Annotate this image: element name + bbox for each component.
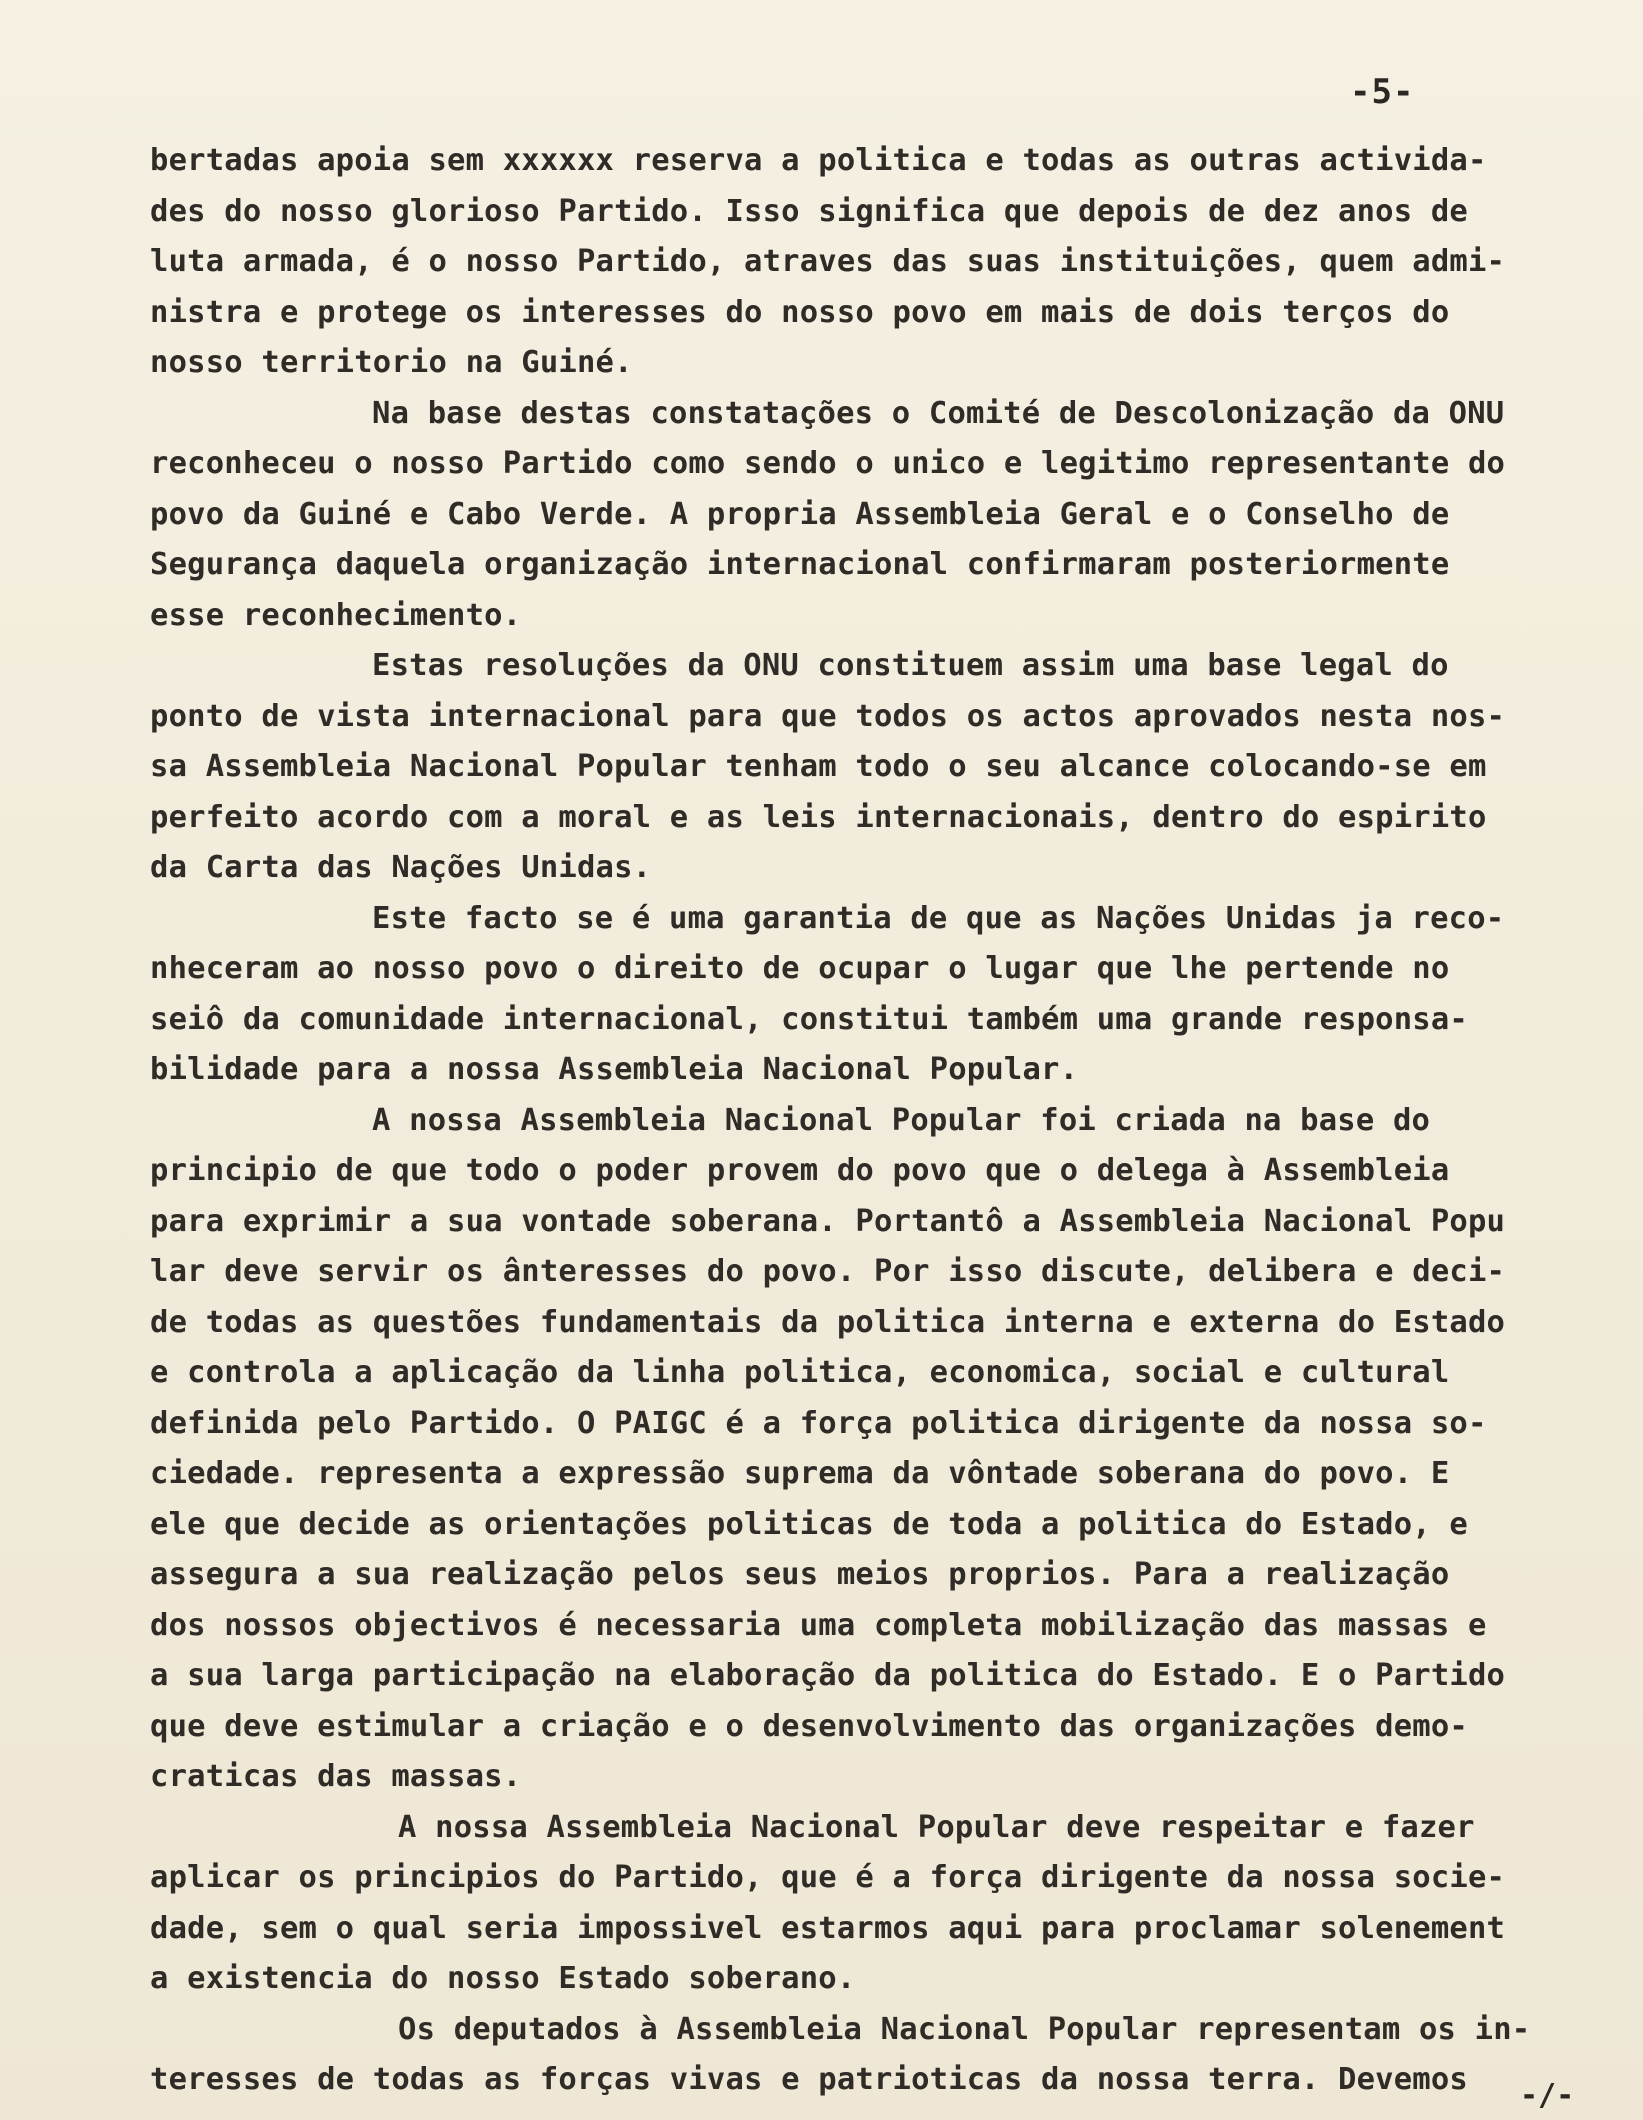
text-line: de todas as questões fundamentais da politica interna e externa do Estado xyxy=(150,1304,1506,1340)
text-line: Segurança daquela organização internacional confirmaram posteriormente xyxy=(150,547,1450,582)
text-line: da Carta das Nações Unidas. xyxy=(150,850,652,885)
text-line: a existencia do nosso Estado soberano. xyxy=(150,1961,856,1996)
text-line: povo da Guiné e Cabo Verde. A propria Assembleia Geral e o Conselho de xyxy=(150,496,1450,532)
paragraph-start-line: Este facto se é uma garantia de que as Nações Unidas ja reco- xyxy=(372,900,1505,936)
text-line: para exprimir a sua vontade soberana. Portantô a Assembleia Nacional Popu xyxy=(150,1203,1506,1239)
paragraph-start-line: Na base destas constatações o Comité de Descolonização da ONU xyxy=(372,395,1505,431)
text-line: luta armada, é o nosso Partido, atraves das suas instituições, quem admi- xyxy=(150,244,1506,279)
body-text xyxy=(150,136,1640,2106)
text-line: dos nossos objectivos é necessaria uma completa mobilização das massas e xyxy=(150,1607,1487,1643)
text-line: teresses de todas as forças vivas e patrioticas da nossa terra. Devemos xyxy=(150,2062,1468,2097)
text-line: a sua larga participação na elaboração da politica do Estado. E o Partido xyxy=(150,1658,1506,1693)
text-line: nistra e protege os interesses do nosso povo em mais de dois terços do xyxy=(150,294,1450,330)
text-line: esse reconhecimento. xyxy=(150,597,522,633)
text-line: sa Assembleia Nacional Popular tenham todo o seu alcance colocando-se em xyxy=(150,749,1487,784)
text-line: ponto de vista internacional para que todos os actos aprovados nesta nos- xyxy=(150,698,1506,734)
text-line: ele que decide as orientações politicas de toda a politica do Estado, e xyxy=(150,1506,1468,1542)
text-line: assegura a sua realização pelos seus meios proprios. Para a realização xyxy=(150,1557,1450,1592)
text-line: dade, sem o qual seria impossivel estarmos aqui para proclamar solenement xyxy=(150,1910,1506,1946)
text-line: principio de que todo o poder provem do povo que o delega à Assembleia xyxy=(150,1153,1450,1188)
paragraph-start-line: A nossa Assembleia Nacional Popular foi criada na base do xyxy=(372,1102,1431,1138)
text-line: perfeito acordo com a moral e as leis internacionais, dentro do espirito xyxy=(150,799,1487,835)
text-line: que deve estimular a criação e o desenvolvimento das organizações demo- xyxy=(150,1708,1468,1744)
text-line: reconheceu o nosso Partido como sendo o unico e legitimo representante do xyxy=(150,446,1506,481)
text-line: definida pelo Partido. O PAIGC é a força politica dirigente da nossa so- xyxy=(150,1405,1487,1441)
page-number: -5- xyxy=(1350,72,1415,112)
paragraph-start-line: A nossa Assembleia Nacional Popular deve respeitar e fazer xyxy=(398,1809,1475,1845)
text-line: seiô da comunidade internacional, constitui também uma grande responsa- xyxy=(150,1001,1468,1037)
text-line: craticas das massas. xyxy=(150,1759,522,1794)
text-line: bertadas apoia sem xxxxxx reserva a politica e todas as outras activida- xyxy=(150,143,1487,178)
text-line: bilidade para a nossa Assembleia Nacional Popular. xyxy=(150,1052,1079,1087)
text-line: aplicar os principios do Partido, que é a força dirigente da nossa socie- xyxy=(150,1860,1506,1895)
paragraph-start-line: Estas resoluções da ONU constituem assim uma base legal do xyxy=(372,648,1449,683)
text-line: nosso territorio na Guiné. xyxy=(150,345,633,380)
continuation-mark: -/- xyxy=(1520,2078,1575,2113)
paragraph-start-line: Os deputados à Assembleia Nacional Popular representam os in- xyxy=(398,2011,1531,2047)
text-line: lar deve servir os ânteresses do povo. Por isso discute, delibera e deci- xyxy=(150,1254,1506,1289)
text-line: e controla a aplicação da linha politica, economica, social e cultural xyxy=(150,1355,1450,1390)
text-line: des do nosso glorioso Partido. Isso significa que depois de dez anos de xyxy=(150,193,1468,229)
text-line: ciedade. representa a expressão suprema da vôntade soberana do povo. E xyxy=(150,1456,1450,1491)
text-line: nheceram ao nosso povo o direito de ocupar o lugar que lhe pertende no xyxy=(150,951,1450,986)
